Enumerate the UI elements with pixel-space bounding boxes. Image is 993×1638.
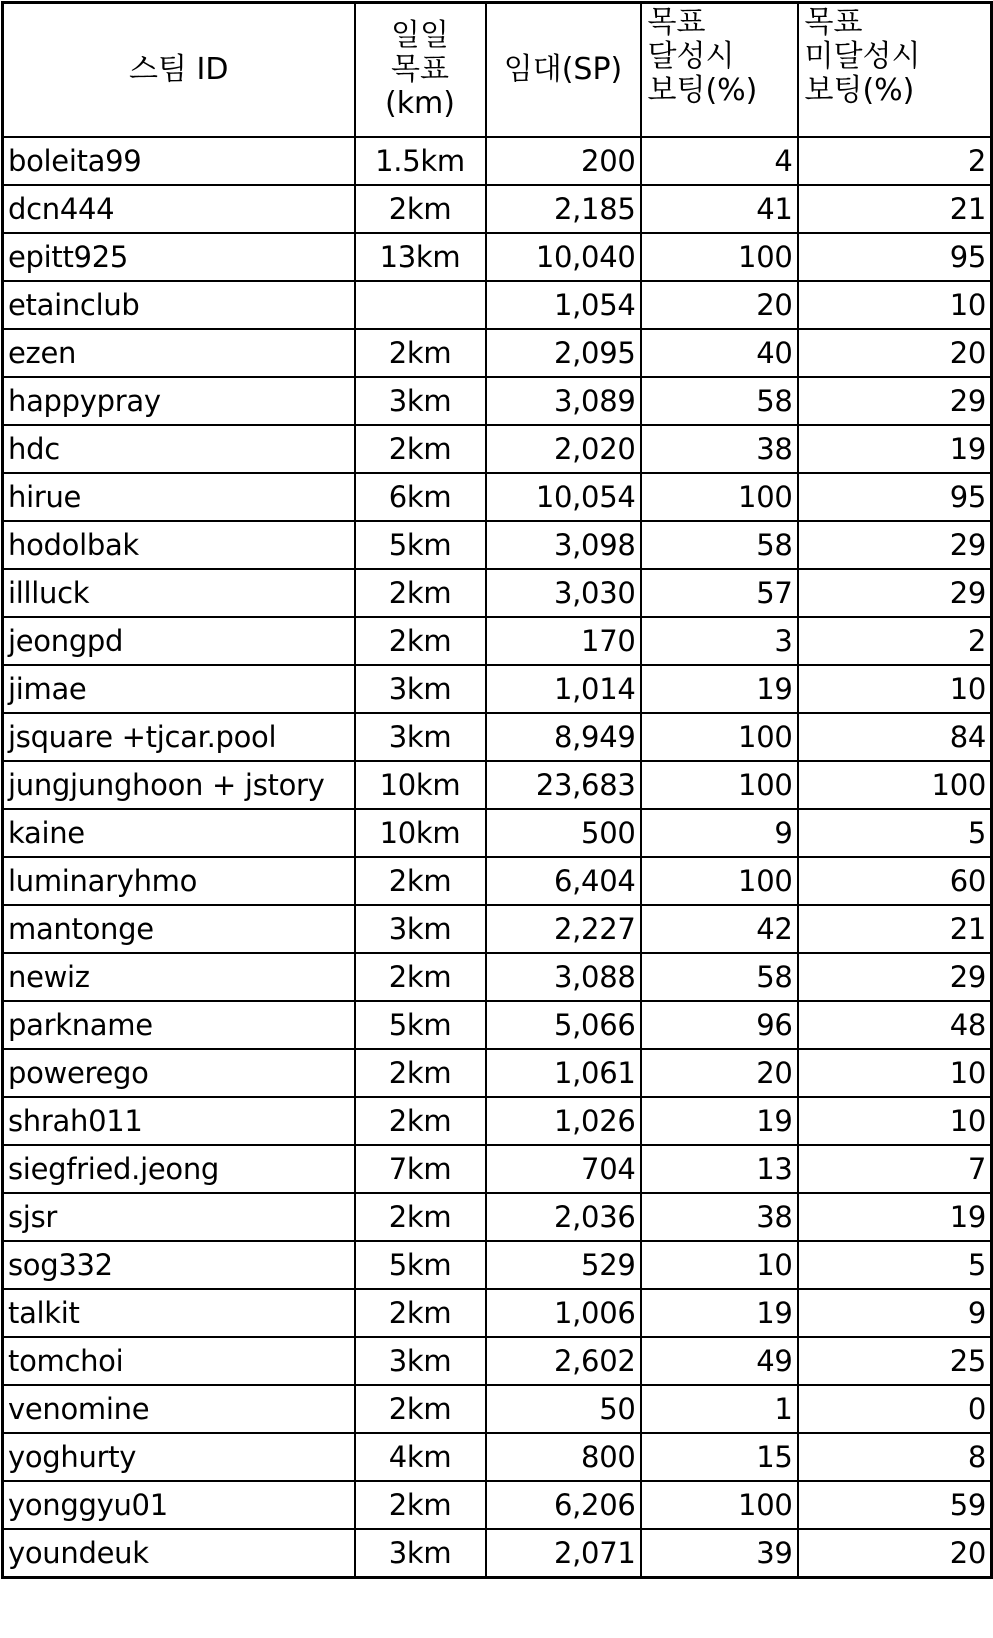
cell-lease-sp[interactable]: 6,404 bbox=[486, 857, 641, 905]
cell-daily-goal[interactable]: 2km bbox=[355, 329, 486, 377]
header-vote-goal-met: 목표 달성시 보팅(%) bbox=[641, 3, 798, 138]
cell-vote-goal-missed[interactable]: 29 bbox=[798, 377, 992, 425]
cell-vote-goal-met[interactable]: 1 bbox=[641, 1385, 798, 1433]
table-row bbox=[3, 137, 992, 185]
cell-steem-id[interactable]: dcn444 bbox=[3, 185, 355, 233]
cell-vote-goal-met[interactable]: 100 bbox=[641, 713, 798, 761]
cell-lease-sp[interactable]: 2,036 bbox=[486, 1193, 641, 1241]
cell-vote-goal-missed[interactable]: 95 bbox=[798, 233, 992, 281]
cell-vote-goal-missed[interactable]: 48 bbox=[798, 1001, 992, 1049]
cell-steem-id[interactable]: etainclub bbox=[3, 281, 355, 329]
cell-vote-goal-met[interactable]: 57 bbox=[641, 569, 798, 617]
cell-vote-goal-missed[interactable]: 10 bbox=[798, 1049, 992, 1097]
cell-daily-goal[interactable]: 5km bbox=[355, 1001, 486, 1049]
cell-lease-sp[interactable]: 1,026 bbox=[486, 1097, 641, 1145]
cell-vote-goal-missed[interactable]: 9 bbox=[798, 1289, 992, 1337]
cell-vote-goal-met[interactable]: 49 bbox=[641, 1337, 798, 1385]
cell-vote-goal-missed[interactable]: 29 bbox=[798, 569, 992, 617]
cell-daily-goal[interactable]: 3km bbox=[355, 377, 486, 425]
cell-vote-goal-missed[interactable]: 21 bbox=[798, 905, 992, 953]
cell-lease-sp[interactable]: 50 bbox=[486, 1385, 641, 1433]
cell-daily-goal[interactable]: 5km bbox=[355, 1241, 486, 1289]
cell-steem-id[interactable]: parkname bbox=[3, 1001, 355, 1049]
cell-lease-sp[interactable]: 704 bbox=[486, 1145, 641, 1193]
cell-daily-goal[interactable]: 1.5km bbox=[355, 137, 486, 185]
cell-steem-id[interactable]: powerego bbox=[3, 1049, 355, 1097]
cell-daily-goal[interactable]: 2km bbox=[355, 1049, 486, 1097]
table-row bbox=[3, 1193, 992, 1241]
cell-steem-id[interactable]: sog332 bbox=[3, 1241, 355, 1289]
cell-steem-id[interactable]: luminaryhmo bbox=[3, 857, 355, 905]
cell-daily-goal[interactable]: 13km bbox=[355, 233, 486, 281]
table-row bbox=[3, 857, 992, 905]
table-row bbox=[3, 953, 992, 1001]
cell-steem-id[interactable]: happypray bbox=[3, 377, 355, 425]
cell-lease-sp[interactable]: 3,088 bbox=[486, 953, 641, 1001]
cell-vote-goal-missed[interactable]: 20 bbox=[798, 329, 992, 377]
header-daily-goal: 일일 목표(km) bbox=[355, 3, 486, 138]
cell-daily-goal[interactable]: 2km bbox=[355, 1385, 486, 1433]
cell-lease-sp[interactable]: 2,020 bbox=[486, 425, 641, 473]
cell-vote-goal-met[interactable]: 15 bbox=[641, 1433, 798, 1481]
header-vote-goal-missed: 목표 미달성시 보팅(%) bbox=[798, 3, 992, 138]
table-row bbox=[3, 521, 992, 569]
table-row bbox=[3, 377, 992, 425]
cell-lease-sp[interactable]: 3,030 bbox=[486, 569, 641, 617]
cell-daily-goal[interactable]: 2km bbox=[355, 1289, 486, 1337]
table-row bbox=[3, 1097, 992, 1145]
cell-daily-goal[interactable]: 3km bbox=[355, 665, 486, 713]
cell-lease-sp[interactable]: 23,683 bbox=[486, 761, 641, 809]
cell-vote-goal-missed[interactable]: 10 bbox=[798, 1097, 992, 1145]
cell-steem-id[interactable]: mantonge bbox=[3, 905, 355, 953]
cell-vote-goal-met[interactable]: 100 bbox=[641, 761, 798, 809]
header-row bbox=[3, 3, 992, 138]
cell-steem-id[interactable]: venomine bbox=[3, 1385, 355, 1433]
cell-daily-goal[interactable]: 10km bbox=[355, 761, 486, 809]
cell-lease-sp[interactable]: 529 bbox=[486, 1241, 641, 1289]
cell-steem-id[interactable]: newiz bbox=[3, 953, 355, 1001]
table-row bbox=[3, 905, 992, 953]
table-header bbox=[3, 3, 992, 138]
cell-vote-goal-missed[interactable]: 2 bbox=[798, 617, 992, 665]
table-row bbox=[3, 713, 992, 761]
cell-vote-goal-missed[interactable]: 100 bbox=[798, 761, 992, 809]
table-row bbox=[3, 1529, 992, 1578]
cell-vote-goal-met[interactable]: 100 bbox=[641, 1481, 798, 1529]
cell-daily-goal[interactable]: 5km bbox=[355, 521, 486, 569]
cell-daily-goal[interactable]: 7km bbox=[355, 1145, 486, 1193]
cell-vote-goal-met[interactable]: 19 bbox=[641, 1289, 798, 1337]
cell-vote-goal-met[interactable]: 19 bbox=[641, 665, 798, 713]
table-row bbox=[3, 1241, 992, 1289]
cell-daily-goal[interactable]: 2km bbox=[355, 425, 486, 473]
cell-vote-goal-met[interactable]: 38 bbox=[641, 425, 798, 473]
cell-lease-sp[interactable]: 2,185 bbox=[486, 185, 641, 233]
cell-vote-goal-missed[interactable]: 0 bbox=[798, 1385, 992, 1433]
cell-lease-sp[interactable]: 1,006 bbox=[486, 1289, 641, 1337]
cell-vote-goal-met[interactable]: 10 bbox=[641, 1241, 798, 1289]
cell-lease-sp[interactable]: 2,071 bbox=[486, 1529, 641, 1578]
cell-steem-id[interactable]: yoghurty bbox=[3, 1433, 355, 1481]
table-row bbox=[3, 473, 992, 521]
cell-vote-goal-met[interactable]: 39 bbox=[641, 1529, 798, 1578]
table-row bbox=[3, 1385, 992, 1433]
cell-lease-sp[interactable]: 500 bbox=[486, 809, 641, 857]
cell-daily-goal[interactable]: 3km bbox=[355, 1337, 486, 1385]
cell-steem-id[interactable]: ezen bbox=[3, 329, 355, 377]
cell-daily-goal[interactable]: 2km bbox=[355, 1481, 486, 1529]
cell-daily-goal[interactable]: 3km bbox=[355, 905, 486, 953]
cell-vote-goal-met[interactable]: 41 bbox=[641, 185, 798, 233]
cell-vote-goal-met[interactable]: 20 bbox=[641, 1049, 798, 1097]
cell-vote-goal-met[interactable]: 19 bbox=[641, 1097, 798, 1145]
table-row bbox=[3, 281, 992, 329]
table-row bbox=[3, 1337, 992, 1385]
cell-vote-goal-missed[interactable]: 20 bbox=[798, 1529, 992, 1578]
cell-lease-sp[interactable]: 200 bbox=[486, 137, 641, 185]
cell-lease-sp[interactable]: 3,089 bbox=[486, 377, 641, 425]
cell-daily-goal[interactable]: 2km bbox=[355, 569, 486, 617]
cell-vote-goal-met[interactable]: 100 bbox=[641, 473, 798, 521]
cell-lease-sp[interactable]: 5,066 bbox=[486, 1001, 641, 1049]
cell-vote-goal-missed[interactable]: 21 bbox=[798, 185, 992, 233]
cell-steem-id[interactable]: jungjunghoon + jstory bbox=[3, 761, 355, 809]
table-row bbox=[3, 809, 992, 857]
cell-vote-goal-missed[interactable]: 29 bbox=[798, 953, 992, 1001]
table-row bbox=[3, 1049, 992, 1097]
cell-daily-goal[interactable]: 2km bbox=[355, 617, 486, 665]
table-row bbox=[3, 569, 992, 617]
cell-vote-goal-missed[interactable]: 10 bbox=[798, 281, 992, 329]
cell-daily-goal[interactable]: 3km bbox=[355, 713, 486, 761]
cell-lease-sp[interactable]: 170 bbox=[486, 617, 641, 665]
table-row bbox=[3, 1481, 992, 1529]
cell-steem-id[interactable]: jsquare +tjcar.pool bbox=[3, 713, 355, 761]
cell-daily-goal[interactable]: 6km bbox=[355, 473, 486, 521]
cell-vote-goal-missed[interactable]: 19 bbox=[798, 1193, 992, 1241]
cell-vote-goal-missed[interactable]: 10 bbox=[798, 665, 992, 713]
cell-daily-goal[interactable]: 2km bbox=[355, 953, 486, 1001]
cell-daily-goal[interactable] bbox=[355, 281, 486, 329]
cell-steem-id[interactable]: hirue bbox=[3, 473, 355, 521]
cell-vote-goal-met[interactable]: 9 bbox=[641, 809, 798, 857]
table-row bbox=[3, 1145, 992, 1193]
cell-vote-goal-missed[interactable]: 2 bbox=[798, 137, 992, 185]
cell-vote-goal-missed[interactable]: 60 bbox=[798, 857, 992, 905]
cell-vote-goal-missed[interactable]: 59 bbox=[798, 1481, 992, 1529]
cell-vote-goal-met[interactable]: 13 bbox=[641, 1145, 798, 1193]
cell-lease-sp[interactable]: 10,040 bbox=[486, 233, 641, 281]
table-row bbox=[3, 617, 992, 665]
cell-lease-sp[interactable]: 1,054 bbox=[486, 281, 641, 329]
cell-vote-goal-met[interactable]: 38 bbox=[641, 1193, 798, 1241]
cell-vote-goal-met[interactable]: 40 bbox=[641, 329, 798, 377]
cell-vote-goal-missed[interactable]: 84 bbox=[798, 713, 992, 761]
header-lease-sp: 임대(SP) bbox=[486, 3, 641, 138]
cell-daily-goal[interactable]: 3km bbox=[355, 1529, 486, 1578]
cell-vote-goal-met[interactable]: 20 bbox=[641, 281, 798, 329]
cell-vote-goal-missed[interactable]: 25 bbox=[798, 1337, 992, 1385]
cell-vote-goal-missed[interactable]: 95 bbox=[798, 473, 992, 521]
cell-vote-goal-met[interactable]: 58 bbox=[641, 953, 798, 1001]
cell-vote-goal-missed[interactable]: 5 bbox=[798, 809, 992, 857]
cell-steem-id[interactable]: hodolbak bbox=[3, 521, 355, 569]
table-row bbox=[3, 1001, 992, 1049]
table-row bbox=[3, 761, 992, 809]
cell-lease-sp[interactable]: 1,061 bbox=[486, 1049, 641, 1097]
cell-vote-goal-met[interactable]: 58 bbox=[641, 521, 798, 569]
cell-vote-goal-missed[interactable]: 29 bbox=[798, 521, 992, 569]
cell-lease-sp[interactable]: 2,095 bbox=[486, 329, 641, 377]
cell-steem-id[interactable]: tomchoi bbox=[3, 1337, 355, 1385]
cell-vote-goal-missed[interactable]: 19 bbox=[798, 425, 992, 473]
cell-vote-goal-missed[interactable]: 7 bbox=[798, 1145, 992, 1193]
cell-vote-goal-met[interactable]: 96 bbox=[641, 1001, 798, 1049]
cell-steem-id[interactable]: youndeuk bbox=[3, 1529, 355, 1578]
cell-steem-id[interactable]: boleita99 bbox=[3, 137, 355, 185]
cell-daily-goal[interactable]: 10km bbox=[355, 809, 486, 857]
cell-vote-goal-met[interactable]: 3 bbox=[641, 617, 798, 665]
cell-lease-sp[interactable]: 2,227 bbox=[486, 905, 641, 953]
cell-vote-goal-met[interactable]: 4 bbox=[641, 137, 798, 185]
table-row bbox=[3, 1433, 992, 1481]
table-row bbox=[3, 1289, 992, 1337]
cell-lease-sp[interactable]: 8,949 bbox=[486, 713, 641, 761]
table-row bbox=[3, 233, 992, 281]
cell-vote-goal-met[interactable]: 100 bbox=[641, 857, 798, 905]
table-row bbox=[3, 185, 992, 233]
cell-lease-sp[interactable]: 2,602 bbox=[486, 1337, 641, 1385]
cell-vote-goal-missed[interactable]: 5 bbox=[798, 1241, 992, 1289]
cell-daily-goal[interactable]: 4km bbox=[355, 1433, 486, 1481]
voting-table bbox=[1, 1, 993, 1579]
cell-vote-goal-met[interactable]: 58 bbox=[641, 377, 798, 425]
table-row bbox=[3, 665, 992, 713]
cell-lease-sp[interactable]: 6,206 bbox=[486, 1481, 641, 1529]
cell-steem-id[interactable]: siegfried.jeong bbox=[3, 1145, 355, 1193]
cell-lease-sp[interactable]: 10,054 bbox=[486, 473, 641, 521]
cell-steem-id[interactable]: talkit bbox=[3, 1289, 355, 1337]
cell-daily-goal[interactable]: 2km bbox=[355, 1097, 486, 1145]
table-row bbox=[3, 329, 992, 377]
cell-daily-goal[interactable]: 2km bbox=[355, 185, 486, 233]
cell-steem-id[interactable]: yonggyu01 bbox=[3, 1481, 355, 1529]
cell-steem-id[interactable]: shrah011 bbox=[3, 1097, 355, 1145]
cell-steem-id[interactable]: hdc bbox=[3, 425, 355, 473]
cell-steem-id[interactable]: epitt925 bbox=[3, 233, 355, 281]
cell-steem-id[interactable]: jeongpd bbox=[3, 617, 355, 665]
cell-lease-sp[interactable]: 800 bbox=[486, 1433, 641, 1481]
cell-vote-goal-met[interactable]: 100 bbox=[641, 233, 798, 281]
cell-steem-id[interactable]: kaine bbox=[3, 809, 355, 857]
cell-steem-id[interactable]: sjsr bbox=[3, 1193, 355, 1241]
cell-steem-id[interactable]: illluck bbox=[3, 569, 355, 617]
cell-daily-goal[interactable]: 2km bbox=[355, 857, 486, 905]
cell-vote-goal-met[interactable]: 42 bbox=[641, 905, 798, 953]
cell-vote-goal-missed[interactable]: 8 bbox=[798, 1433, 992, 1481]
cell-lease-sp[interactable]: 3,098 bbox=[486, 521, 641, 569]
cell-lease-sp[interactable]: 1,014 bbox=[486, 665, 641, 713]
cell-steem-id[interactable]: jimae bbox=[3, 665, 355, 713]
table-row bbox=[3, 425, 992, 473]
cell-daily-goal[interactable]: 2km bbox=[355, 1193, 486, 1241]
header-steem-id: 스팀 ID bbox=[3, 3, 355, 138]
table-body bbox=[3, 137, 992, 1578]
